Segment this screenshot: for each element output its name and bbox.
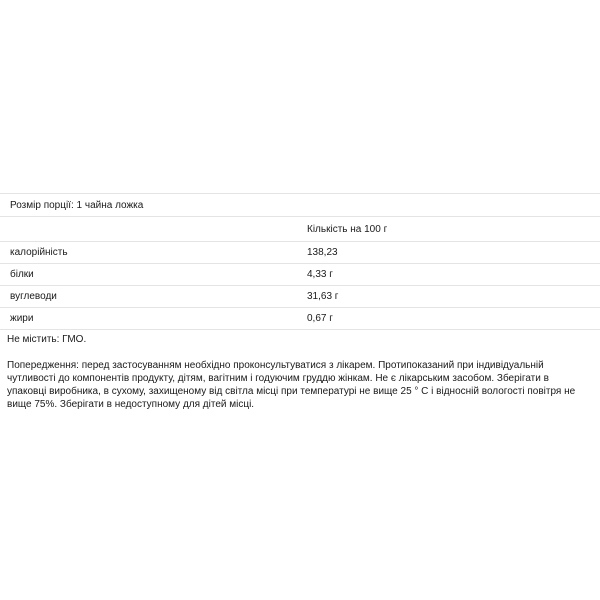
table-header-row	[0, 217, 600, 242]
nutrient-value: 4,33 г	[307, 269, 333, 280]
amount-per-100g-header: Кількість на 100 г	[307, 224, 388, 235]
nutrition-facts-table	[0, 193, 600, 330]
nutrient-value: 0,67 г	[307, 313, 333, 324]
serving-size-label: Розмір порції: 1 чайна ложка	[0, 193, 600, 217]
table-row	[0, 264, 600, 286]
nutrient-name: жири	[10, 313, 34, 324]
table-row	[0, 242, 600, 264]
nutrient-value: 138,23	[307, 247, 338, 258]
nutrient-name: білки	[10, 269, 34, 280]
nutrient-name: вуглеводи	[10, 291, 57, 302]
gmo-statement: Не містить: ГМО.	[7, 334, 87, 345]
nutrient-name: калорійність	[10, 247, 68, 258]
nutrient-value: 31,63 г	[307, 291, 339, 302]
warning-text: Попередження: перед застосуванням необхідно проконсультуватися з лікарем. Протипоказаний при індивідуальній чутливості до компонентів продукту, дітям, вагітним і годуючим груддю жінкам. Не є лікарським засобом. Зберігати в упаковці виробника, в сухому, захищеному від світла місці при температурі не вище 25 ° С і відносній вологості повітря не вище 75%. Зберігати в недоступному для дітей місці.	[7, 360, 576, 410]
product-notes	[0, 333, 580, 411]
header-empty-cell	[0, 217, 300, 241]
table-row	[0, 286, 600, 308]
table-row	[0, 308, 600, 330]
